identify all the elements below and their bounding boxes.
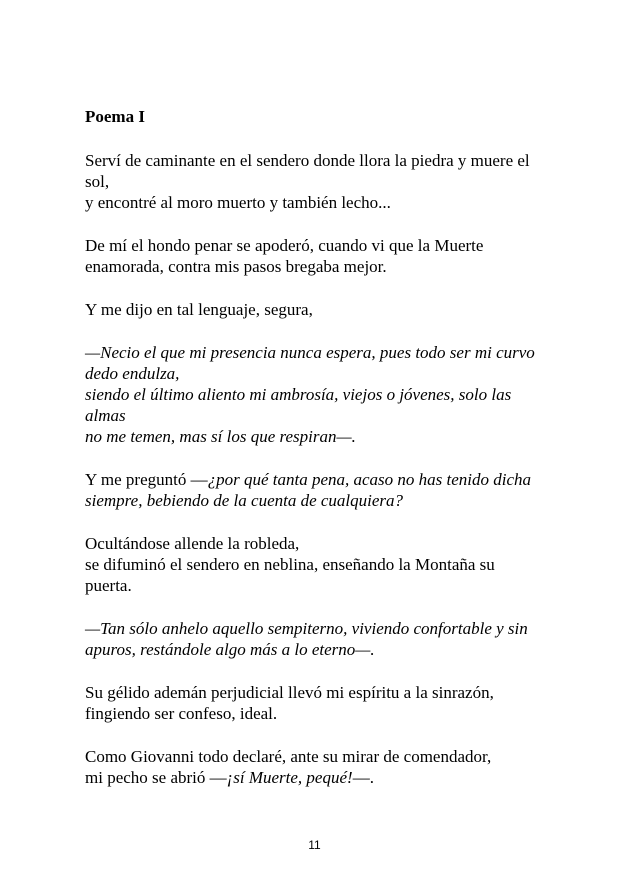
verse-line [85, 767, 545, 788]
verse-line: Como Giovanni todo declaré, ante su mirar de comendador, [85, 747, 492, 766]
verse-line: y encontré al moro muerto y también lecho... [85, 193, 391, 212]
verse-line: —Necio el que mi presencia nunca espera, pues todo ser mi curvo dedo endulza, [85, 343, 535, 383]
verse-line: Ocultándose allende la robleda, [85, 534, 300, 553]
verse-line: no me temen, mas sí los que respiran—. [85, 427, 356, 446]
verse-text: Y me preguntó — [85, 470, 208, 489]
verse-line: Y me dijo en tal lenguaje, segura, [85, 300, 313, 319]
verse-line: se difuminó el sendero en neblina, enseñando la Montaña su puerta. [85, 555, 495, 595]
stanza-4-death-speech [85, 342, 545, 447]
poem-body [85, 150, 545, 810]
verse-line: siendo el último aliento mi ambrosía, viejos o jóvenes, solo las almas [85, 385, 512, 425]
verse-text-end: —. [352, 768, 374, 787]
verse-question: ¿por qué tanta pena, acaso no has tenido dicha siempre, bebiendo de la cuenta de cualquiera? [85, 470, 532, 510]
verse-line: Serví de caminante en el sendero donde llora la piedra y muere el sol, [85, 151, 530, 191]
stanza-3 [85, 299, 545, 320]
stanza-9 [85, 746, 545, 788]
page-number: 11 [308, 838, 321, 852]
poem-title: Poema I [85, 107, 145, 126]
stanza-8 [85, 682, 545, 724]
stanza-5 [85, 469, 545, 511]
stanza-6 [85, 533, 545, 596]
stanza-7-reply [85, 618, 545, 660]
verse-line: De mí el hondo penar se apoderó, cuando vi que la Muerte enamorada, contra mis pasos bregaba mejor. [85, 236, 484, 276]
verse-line: —Tan sólo anhelo aquello sempiterno, viviendo confortable y sin apuros, restándole algo más a lo eterno—. [85, 619, 528, 659]
verse-exclamation: ¡sí Muerte, pequé! [226, 768, 353, 787]
stanza-2 [85, 235, 545, 277]
verse-text: mi pecho se abrió — [85, 768, 227, 787]
verse-line: Su gélido ademán perjudicial llevó mi espíritu a la sinrazón, fingiendo ser confeso, ideal. [85, 683, 494, 723]
stanza-1 [85, 150, 545, 213]
